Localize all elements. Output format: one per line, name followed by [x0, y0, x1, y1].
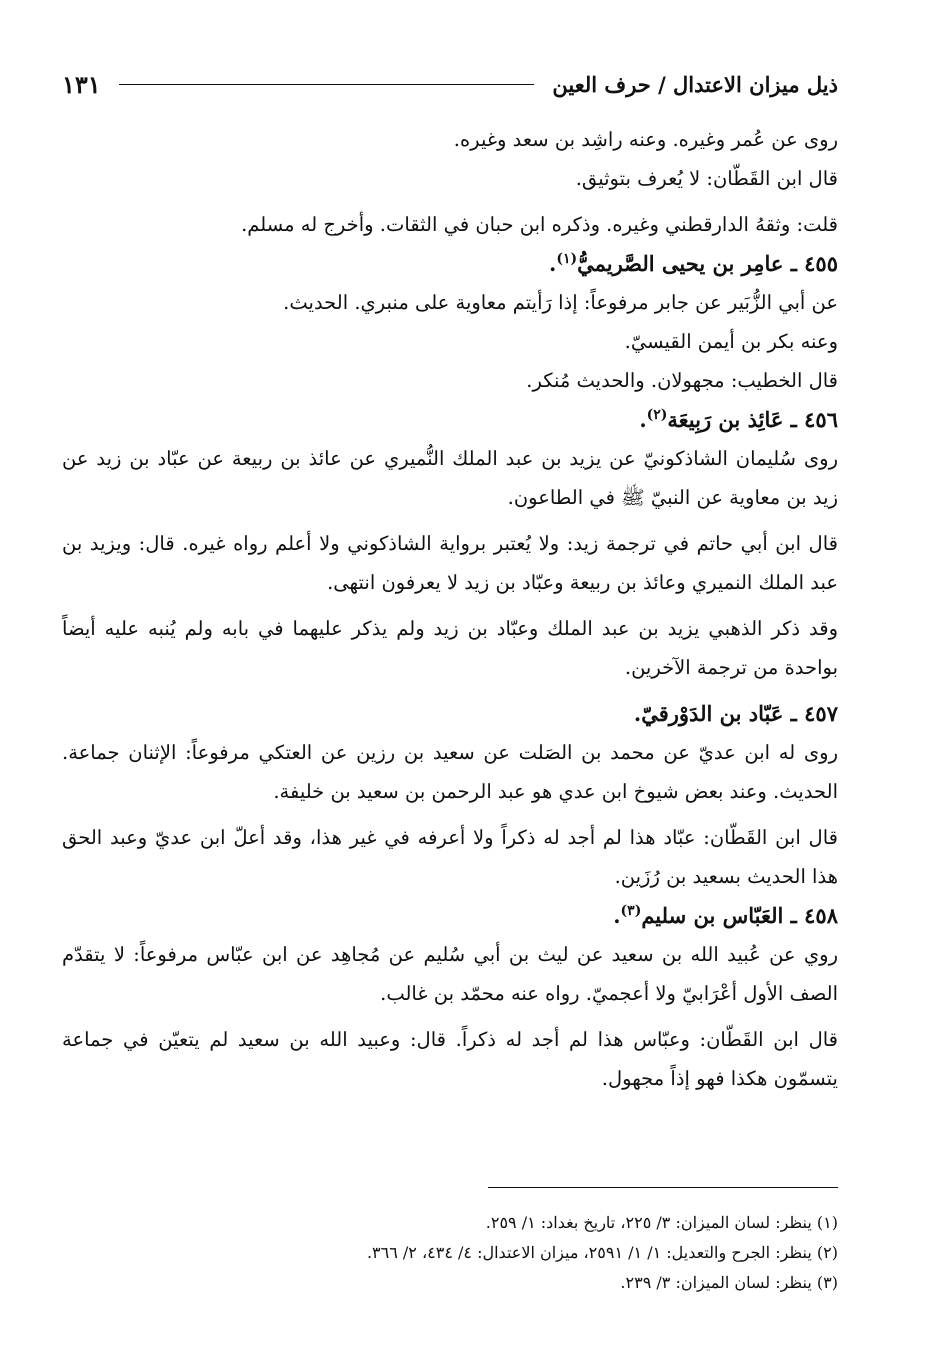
paragraph: قال ابن القَطّان: وعبّاس هذا لم أجد له ذكراً. قال: وعبيد الله بن سعيد لم يتعيّن في جماعة يتسمّون هكذا فهو إذاً مجهول. — [62, 1028, 838, 1090]
entry-tail: . — [613, 903, 621, 928]
main-text — [62, 120, 838, 1098]
entry-heading — [62, 896, 838, 935]
paragraph: قال ابن القَطّان: لا يُعرف بتوثيق. — [575, 167, 838, 190]
paragraph: روى عن عُمر وغيره. وعنه راشِد بن سعد وغيره. — [453, 128, 838, 151]
running-header — [62, 64, 838, 104]
entry-heading — [62, 694, 838, 733]
footnote: (١) ينظر: لسان الميزان: ٣/ ٢٢٥، تاريخ بغداد: ١/ ٢٥٩. — [485, 1213, 838, 1232]
paragraph: وعنه بكر بن أيمن القيسيّ. — [624, 330, 838, 353]
running-title: ذيل ميزان الاعتدال / حرف العين — [552, 71, 838, 97]
paragraph: روى سُليمان الشاذكونيّ عن يزيد بن عبد الملك النُّميري عن عائذ بن ربيعة عن عبّاد بن زيد عن زيد بن معاوية عن النبيّ ﷺ في الطاعون. — [62, 447, 838, 509]
footnote-separator — [488, 1187, 838, 1188]
paragraph: قال ابن أبي حاتم في ترجمة زيد: ولا يُعتبر برواية الشاذكوني ولا أعلم رواه غيره. قال: ويزيد بن عبد الملك النميري وعائذ بن ربيعة وعبّاد بن زيد لا يعرفون انتهى. — [62, 532, 838, 594]
entry-heading — [62, 400, 838, 439]
entry-tail: . — [633, 701, 642, 726]
entry-title: ٤٥٨ ـ العَبّاس بن سليم — [641, 903, 838, 928]
entry-tail: . — [549, 251, 557, 276]
paragraph: عن أبي الزُّبَير عن جابر مرفوعاً: إذا رَأيتم معاوية على منبري. الحديث. — [283, 291, 838, 314]
paragraph: روي عن عُبيد الله بن سعيد عن ليث بن أبي سُليم عن مُجاهِد عن ابن عبّاس مرفوعاً: لا يتقدّم الصف الأول أعْرَابيّ ولا أعجميّ. رواه عنه محمّد بن غالب. — [62, 943, 838, 1005]
footnote-marker: (٣) — [620, 903, 642, 919]
entry-title: ٤٥٦ ـ عَائِذ بن رَبِيعَة — [667, 407, 838, 432]
footnote-marker: (٢) — [646, 407, 668, 423]
entry-heading — [62, 244, 838, 283]
paragraph: قال ابن القَطّان: عبّاد هذا لم أجد له ذكراً ولا أعرفه في غير هذا، وقد أعلّ ابن عديّ وعبد الحق هذا الحديث بسعيد بن رُزَين. — [62, 826, 838, 888]
paragraph: قلت: وثقهُ الدارقطني وغيره. وذكره ابن حبان في الثقات. وأخرج له مسلم. — [241, 213, 838, 236]
footnote: (٣) ينظر: لسان الميزان: ٣/ ٢٣٩. — [620, 1273, 838, 1292]
footnote-marker: (١) — [556, 251, 578, 267]
paragraph: قال الخطيب: مجهولان. والحديث مُنكر. — [526, 369, 838, 392]
entry-title: ٤٥٧ ـ عَبّاد بن الدَوْرقيّ — [641, 701, 838, 726]
footnotes — [62, 1208, 838, 1298]
paragraph: روى له ابن عديّ عن محمد بن الصَلت عن سعيد بن رزين عن العتكي مرفوعاً: الإثنان جماعة. الحديث. وعند بعض شيوخ ابن عدي هو عبد الرحمن بن سعيد بن خليفة. — [62, 741, 838, 803]
entry-tail: . — [639, 407, 647, 432]
footnote: (٢) ينظر: الجرح والتعديل: ١/ ١/ ٢٥٩١، ميزان الاعتدال: ٤/ ٤٣٤، ٢/ ٣٦٦. — [366, 1243, 838, 1262]
header-rule — [119, 84, 535, 85]
page-number: ١٣١ — [62, 69, 101, 99]
entry-title: ٤٥٥ ـ عامِر بن يحيى الصَّريميُّ — [577, 251, 838, 276]
paragraph: وقد ذكر الذهبي يزيد بن عبد الملك وعبّاد بن زيد ولم يذكر عليهما في بابه ولم يُنبه عليه أيضاً بواحدة من ترجمة الآخرين. — [62, 617, 838, 679]
